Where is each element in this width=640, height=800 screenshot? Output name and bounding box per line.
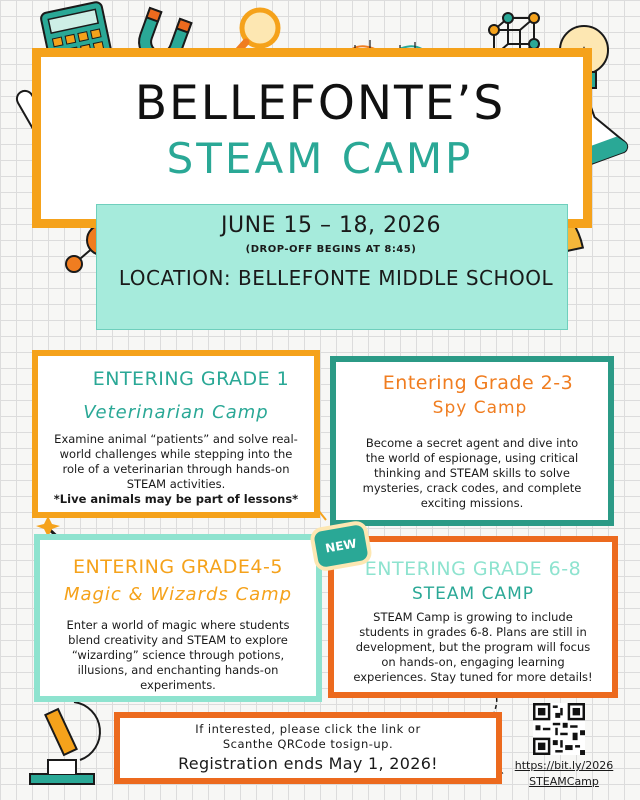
camp-card-grade-4-5: [34, 534, 322, 702]
camp-name: STEAM CAMP: [411, 584, 535, 604]
signup-instructions-line-2: Scanthe QRCode tosign-up.: [222, 737, 394, 751]
title-line-2: STEAM CAMP: [166, 134, 474, 183]
camp-heading: Entering Grade 2-3: [382, 372, 574, 394]
registration-deadline: Registration ends May 1, 2026!: [178, 754, 438, 773]
camp-heading: ENTERING GRADE 6-8: [364, 558, 582, 580]
camp-name: Veterinarian Camp: [83, 402, 269, 423]
camp-location: LOCATION: BELLEFONTE MIDDLE SCHOOL: [118, 266, 554, 290]
qr-code-icon[interactable]: [533, 703, 585, 755]
camp-note: *Live animals may be part of lessons*: [53, 492, 299, 506]
camp-description: STEAM Camp is growing to include students in grades 6-8. Plans are still in development, but the program will focus on hands-on, engaging learning experiences. Stay tuned for more details!: [353, 610, 593, 684]
signup-link-line-2[interactable]: STEAMCamp: [529, 775, 599, 788]
microscope-icon: [30, 702, 100, 784]
title-line-1: BELLEFONTE’S: [134, 76, 506, 131]
signup-link-line-1[interactable]: https://bit.ly/2026: [514, 759, 614, 772]
camp-card-grade-2-3: [330, 356, 614, 526]
new-badge: NEW: [313, 524, 368, 568]
camp-heading: ENTERING GRADE4-5: [73, 556, 283, 578]
camp-card-grade-6-8: [328, 536, 618, 698]
camp-card-grade-1: [32, 350, 320, 518]
camp-description: Examine animal “patients” and solve real-world challenges while stepping into the role of a veterinarian through hands-on STEAM activities.: [54, 432, 298, 491]
camp-description: Enter a world of magic where students blend creativity and STEAM to explore “wizarding” science through potions, illusions, and enchanting hands-on experiments.: [66, 618, 290, 692]
camp-name: Spy Camp: [432, 398, 528, 418]
camp-name: Magic & Wizards Camp: [63, 584, 293, 605]
camp-dates: JUNE 15 – 18, 2026: [221, 213, 441, 238]
camp-description: Become a secret agent and dive into the world of espionage, using critical thinking and STEAM skills to solve mysteries, crack codes, and complete exciting missions.: [362, 436, 582, 510]
signup-instructions-line-1: If interested, please click the link or: [195, 722, 421, 736]
dropoff-time: (DROP-OFF BEGINS AT 8:45): [245, 244, 417, 255]
camp-heading: ENTERING GRADE 1: [92, 368, 290, 390]
